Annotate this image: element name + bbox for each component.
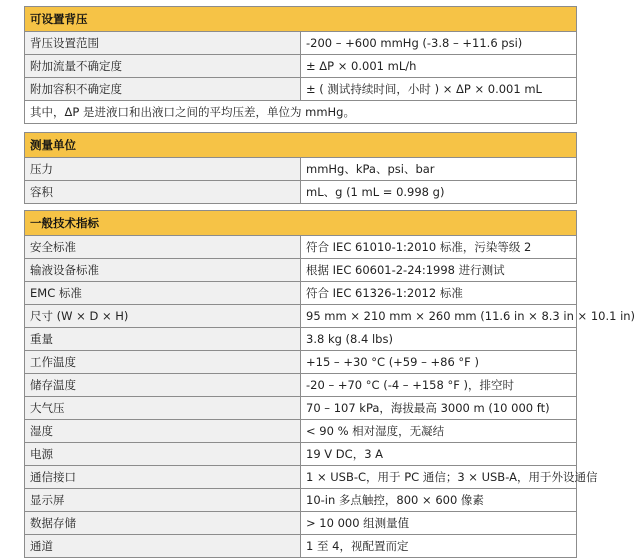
row-label: 重量 [25,328,301,351]
table-row [25,328,577,351]
table-row [25,181,577,204]
row-value: 10-in 多点触控，800 × 600 像素 [301,489,577,512]
row-value: +15 – +30 °C (+59 – +86 °F ) [301,351,577,374]
row-value: -20 – +70 °C (-4 – +158 °F )，排空时 [301,374,577,397]
table-row [25,305,577,328]
section-header [25,211,577,236]
table-row [25,397,577,420]
note-row [25,101,577,124]
row-value: 符合 IEC 61010-1:2010 标准，污染等级 2 [301,236,577,259]
row-value: 符合 IEC 61326-1:2012 标准 [301,282,577,305]
row-label: 电源 [25,443,301,466]
row-label: 储存温度 [25,374,301,397]
row-label: 显示屏 [25,489,301,512]
row-value: 95 mm × 210 mm × 260 mm (11.6 in × 8.3 in × 10.1 in) [301,305,577,328]
section-note: 其中，ΔP 是进液口和出液口之间的平均压差，单位为 mmHg。 [25,101,577,124]
row-label: 通道 [25,535,301,558]
row-value: 1 至 4，视配置而定 [301,535,577,558]
table-row [25,489,577,512]
section-title: 测量单位 [25,133,577,158]
row-label: 湿度 [25,420,301,443]
spec-table-general [24,210,635,558]
spec-table-backpressure [24,6,577,124]
row-value: ± ( 测试持续时间，小时 ) × ΔP × 0.001 mL [301,78,577,101]
row-value: 70 – 107 kPa，海拔最高 3000 m (10 000 ft) [301,397,577,420]
row-label: 工作温度 [25,351,301,374]
row-value: < 90 % 相对湿度，无凝结 [301,420,577,443]
section-header [25,133,577,158]
row-value: 根据 IEC 60601-2-24:1998 进行测试 [301,259,577,282]
section-title: 一般技术指标 [25,211,577,236]
row-value: 1 × USB-C，用于 PC 通信；3 × USB-A，用于外设通信 [301,466,577,489]
row-label: 大气压 [25,397,301,420]
spec-table-units [24,132,577,204]
table-row [25,32,577,55]
table-row [25,535,577,558]
row-label: 附加流量不确定度 [25,55,301,78]
row-value: -200 – +600 mmHg (-3.8 – +11.6 psi) [301,32,577,55]
row-value: ± ΔP × 0.001 mL/h [301,55,577,78]
section-header [25,7,577,32]
row-value: 19 V DC，3 A [301,443,577,466]
table-row [25,374,577,397]
row-label: EMC 标准 [25,282,301,305]
table-row [25,236,577,259]
table-row [25,351,577,374]
row-label: 输液设备标准 [25,259,301,282]
row-label: 尺寸 (W × D × H) [25,305,301,328]
row-value: mmHg、kPa、psi、bar [301,158,577,181]
row-label: 通信接口 [25,466,301,489]
section-title: 可设置背压 [25,7,577,32]
row-label: 安全标准 [25,236,301,259]
row-label: 压力 [25,158,301,181]
row-label: 数据存储 [25,512,301,535]
row-label: 附加容积不确定度 [25,78,301,101]
table-row [25,259,577,282]
table-row [25,55,577,78]
table-row [25,78,577,101]
row-label: 容积 [25,181,301,204]
table-row [25,466,577,489]
table-row [25,282,577,305]
table-row [25,420,577,443]
table-row [25,512,577,535]
row-label: 背压设置范围 [25,32,301,55]
table-row [25,443,577,466]
row-value: mL、g (1 mL = 0.998 g) [301,181,577,204]
row-value: 3.8 kg (8.4 lbs) [301,328,577,351]
row-value: > 10 000 组测量值 [301,512,577,535]
table-row [25,158,577,181]
